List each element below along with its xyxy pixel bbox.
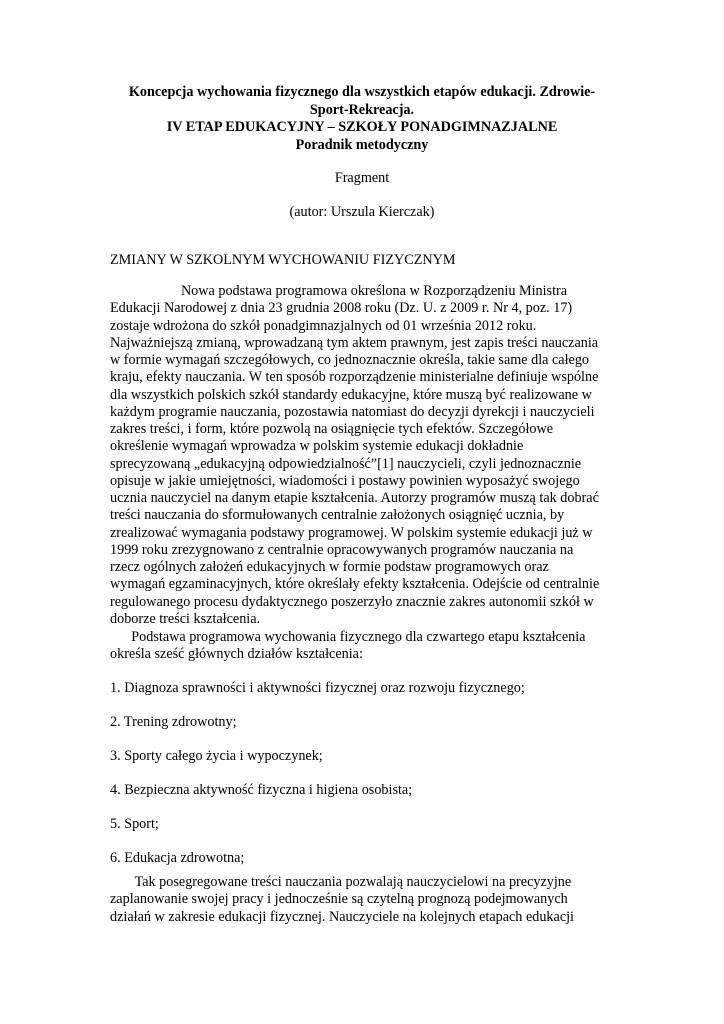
document-title — [110, 84, 614, 154]
paragraph-line: treści nauczania do sformułowanych centralnie założonych osiągnięć ucznia, by — [110, 507, 565, 524]
author-line: (autor: Urszula Kierczak) — [289, 204, 435, 220]
paragraph-line: w formie wymagań szczegółowych, co jednoznacznie określa, takie same dla całego — [110, 352, 590, 368]
paragraph-line: 1999 roku zrezygnowano z centralnie opracowywanych programów nauczania na — [110, 541, 574, 558]
paragraph-line: kraju, efekty nauczania. W ten sposób rozporządzenie ministerialne definiuje wspólne — [110, 369, 599, 386]
title-line: Poradnik metodyczny — [295, 136, 429, 153]
paragraph-line: określa sześć głównych działów kształcenia: — [110, 646, 363, 663]
title-line: IV ETAP EDUKACYJNY – SZKOŁY PONADGIMNAZJALNE — [166, 119, 558, 136]
fragment-label: Fragment — [334, 170, 390, 186]
paragraph-line: dla wszystkich polskich szkół standardy edukacyjne, które muszą być realizowane w — [110, 386, 592, 403]
paragraph-1 — [110, 283, 616, 628]
paragraph-line: zrealizować wymagania podstawy programowej. W polskim systemie edukacji już w — [110, 524, 593, 541]
list-item: 3. Sporty całego życia i wypoczynek; — [110, 748, 323, 764]
paragraph-line: opisuje w jakie umiejętności, wiadomości i postawy powinien wyposażyć swojego — [110, 472, 580, 489]
paragraph-line: rzecz ogólnych założeń edukacyjnych w formie podstaw programowych oraz — [110, 559, 549, 575]
paragraph-line: sprecyzowaną „edukacyjną odpowiedzialność”[1] nauczycieli, czyli jednoznacznie — [110, 455, 582, 472]
paragraph-line: każdym programie nauczania, pozostawia natomiast do decyzji dyrekcji i nauczycieli — [110, 403, 595, 420]
paragraph-line: Podstawa programowa wychowania fizycznego dla czwartego etapu kształcenia — [110, 629, 586, 645]
section-heading: ZMIANY W SZKOLNYM WYCHOWANIU FIZYCZNYM — [110, 252, 456, 268]
paragraph-line: określenie wymagań wprowadza w polskim systemie edukacji dokładnie — [110, 438, 524, 455]
paragraph-line: zakres treści, i form, które pozwolą na osiągnięcie tych efektów. Szczegółowe — [110, 421, 554, 437]
paragraph-line: ucznia nauczyciel na danym etapie kształcenia. Autorzy programów muszą tak dobrać — [110, 490, 599, 506]
paragraph-line: Nowa podstawa programowa określona w Rozporządzeniu Ministra — [110, 283, 568, 299]
list-item: 2. Trening zdrowotny; — [110, 714, 237, 730]
paragraph-line: działań w zakresie edukacji fizycznej. Nauczyciele na kolejnych etapach edukacji — [110, 908, 574, 925]
list-item: 4. Bezpieczna aktywność fizyczna i higiena osobista; — [110, 782, 413, 798]
paragraph-line: Edukacji Narodowej z dnia 23 grudnia 2008 roku (Dz. U. z 2009 r. Nr 4, poz. 17) — [110, 300, 573, 317]
paragraph-line: zostaje wdrożona do szkół ponadgimnazjalnych od 01 września 2012 roku. — [110, 317, 537, 334]
paragraph-2 — [110, 629, 616, 664]
title-line: Koncepcja wychowania fizycznego dla wszystkich etapów edukacji. Zdrowie- — [128, 84, 596, 100]
list-item: 5. Sport; — [110, 816, 159, 832]
paragraph-3 — [110, 874, 616, 926]
paragraph-line: zaplanowanie swojej pracy i jednocześnie są czytelną prognozą podejmowanych — [110, 891, 568, 908]
paragraph-line: Tak posegregowane treści nauczania pozwalają nauczycielowi na precyzyjne — [110, 874, 572, 890]
paragraph-line: wymagań egzaminacyjnych, które określały efekty kształcenia. Odejście od centralnie — [110, 576, 600, 593]
list-item: 6. Edukacja zdrowotna; — [110, 850, 245, 866]
title-line: Sport-Rekreacja. — [309, 101, 415, 118]
list-item: 1. Diagnoza sprawności i aktywności fizycznej oraz rozwoju fizycznego; — [110, 680, 525, 696]
paragraph-line: doborze treści kształcenia. — [110, 610, 261, 627]
paragraph-line: Najważniejszą zmianą, wprowadzaną tym aktem prawnym, jest zapis treści nauczania — [110, 334, 599, 351]
paragraph-line: regulowanego procesu dydaktycznego poszerzyło znacznie zakres autonomii szkół w — [110, 593, 594, 610]
